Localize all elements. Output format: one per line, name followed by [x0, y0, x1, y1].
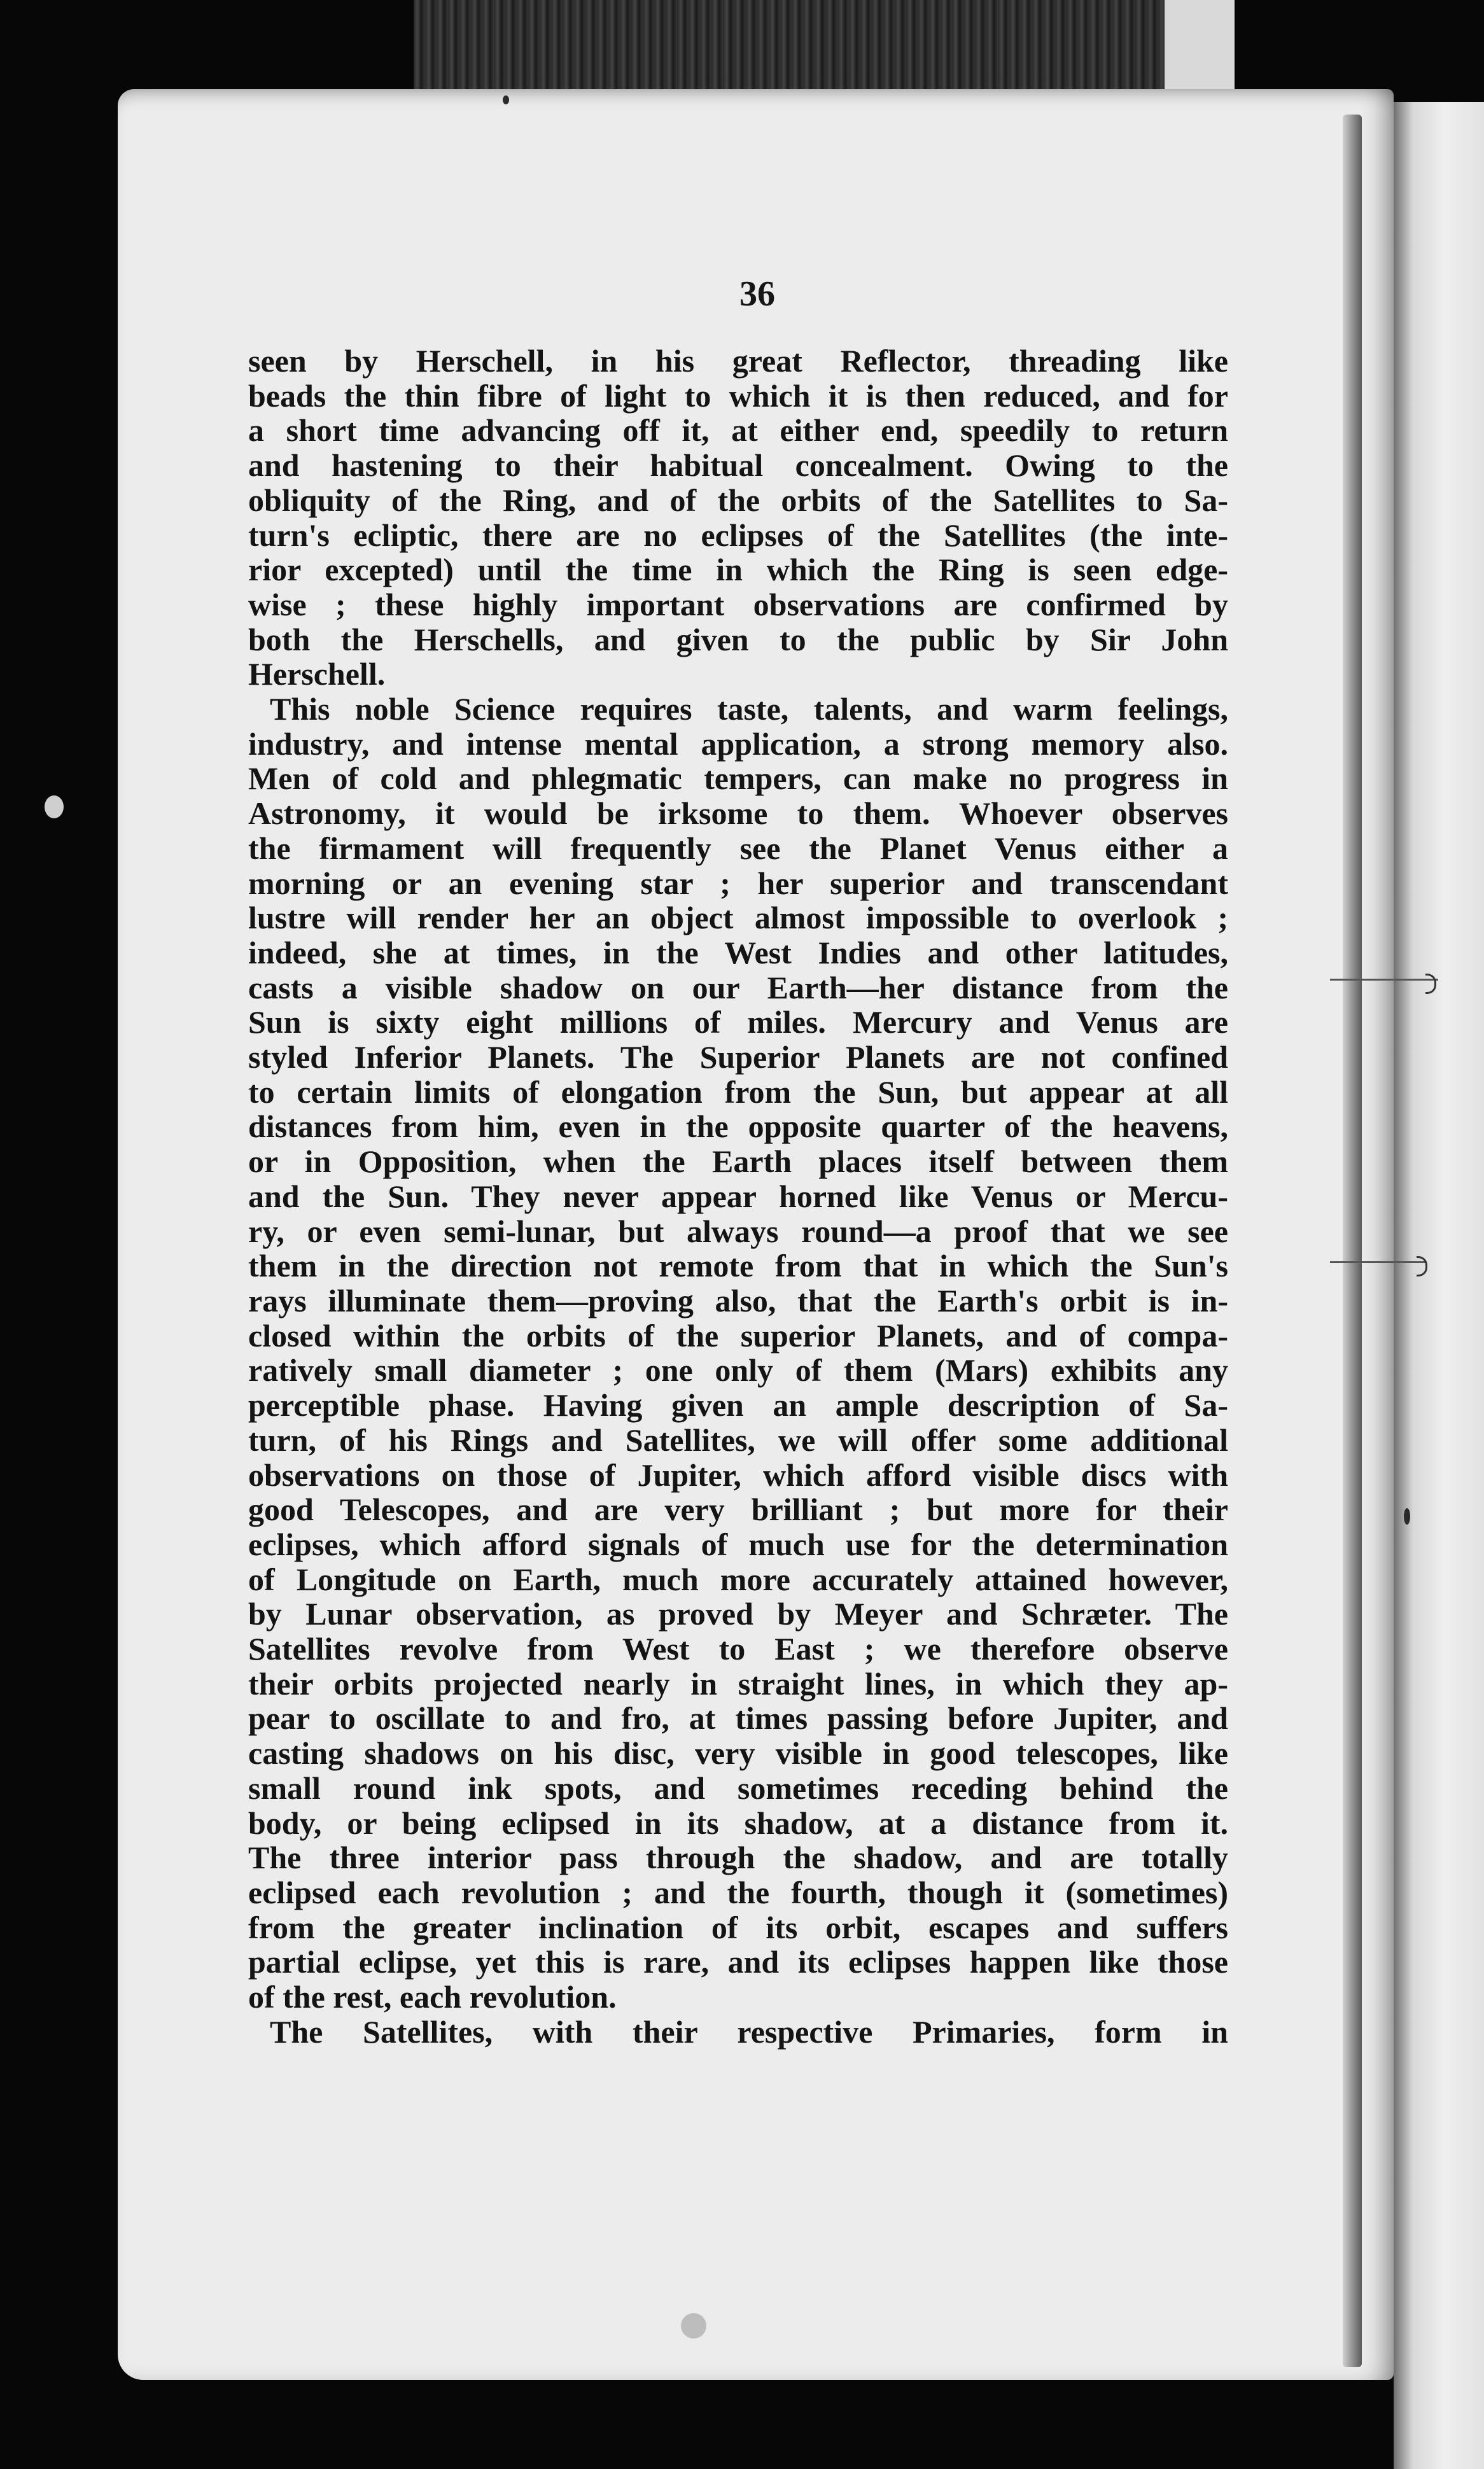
text-line: and the Sun. They never appear horned like Venus or Mercu- — [248, 1178, 1228, 1214]
text-line: beads the thin fibre of light to which it is then reduced, and for — [248, 377, 1228, 414]
text-line: This noble Science requires taste, talents, and warm feelings, — [270, 691, 1228, 727]
text-line: ry, or even semi-lunar, but always round—a proof that we see — [248, 1213, 1228, 1249]
text-line: turn's ecliptic, there are no eclipses of the Satellites (the inte- — [248, 517, 1228, 553]
text-line: perceptible phase. Having given an ample description of Sa- — [248, 1387, 1228, 1423]
text-line: from the greater inclination of its orbit, escapes and suffers — [248, 1909, 1228, 1945]
text-line: Herschell. — [248, 656, 386, 692]
text-line: obliquity of the Ring, and of the orbits of the Satellites to Sa- — [248, 482, 1228, 518]
text-line: pear to oscillate to and fro, at times passing before Jupiter, and — [248, 1700, 1228, 1737]
page-gutter-shadow — [1343, 115, 1362, 2367]
text-line: by Lunar observation, as proved by Meyer and Schræter. The — [248, 1596, 1228, 1632]
text-line: morning or an evening star ; her superior and transcendant — [248, 865, 1228, 901]
text-line: them in the direction not remote from that in which the Sun's — [248, 1248, 1228, 1284]
facing-page-edge — [1394, 102, 1484, 2469]
text-line: wise ; these highly important observations are confirmed by — [248, 586, 1228, 622]
text-line: both the Herschells, and given to the public by Sir John — [248, 621, 1228, 657]
text-line: their orbits projected nearly in straight lines, in which they ap- — [248, 1665, 1228, 1702]
text-line: and hastening to their habitual concealment. Owing to the — [248, 447, 1228, 484]
scan-speck — [1404, 1508, 1410, 1525]
text-line: the firmament will frequently see the Planet Venus either a — [248, 830, 1228, 866]
text-line: body, or being eclipsed in its shadow, at a distance from it. — [248, 1805, 1228, 1841]
text-line: rior excepted) until the time in which the Ring is seen edge- — [248, 552, 1228, 588]
text-line: of the rest, each revolution. — [248, 1979, 617, 2015]
text-line: The Satellites, with their respective Primaries, form in — [270, 2013, 1228, 2050]
scan-speck — [45, 795, 64, 818]
binding-edge — [1165, 0, 1235, 95]
text-line: partial eclipse, yet this is rare, and its eclipses happen like those — [248, 1944, 1228, 1980]
text-line: Sun is sixty eight millions of miles. Mercury and Venus are — [248, 1004, 1228, 1040]
binding-spine — [414, 0, 1165, 102]
text-line: lustre will render her an object almost impossible to overlook ; — [248, 900, 1228, 936]
text-line: casts a visible shadow on our Earth—her distance from the — [248, 969, 1228, 1005]
text-line: Men of cold and phlegmatic tempers, can make no progress in — [248, 760, 1228, 797]
text-line: eclipses, which afford signals of much use for the determination — [248, 1526, 1228, 1562]
text-line: rays illuminate them—proving also, that the Earth's orbit is in- — [248, 1282, 1228, 1318]
page-number: 36 — [739, 274, 775, 314]
text-line: observations on those of Jupiter, which afford visible discs with — [248, 1457, 1228, 1493]
text-line: of Longitude on Earth, much more accurately attained however, — [248, 1561, 1228, 1597]
text-line: a short time advancing off it, at either end, speedily to return — [248, 412, 1228, 449]
text-line: indeed, she at times, in the West Indies and other latitudes, — [248, 934, 1228, 970]
text-line: ratively small diameter ; one only of them (Mars) exhibits any — [248, 1352, 1228, 1388]
text-line: closed within the orbits of the superior Planets, and of compa- — [248, 1317, 1228, 1353]
page-body-text — [248, 344, 1228, 2049]
text-line: turn, of his Rings and Satellites, we will offer some additional — [248, 1422, 1228, 1458]
text-line: seen by Herschell, in his great Reflector, threading like — [248, 343, 1228, 379]
text-line: styled Inferior Planets. The Superior Planets are not confined — [248, 1039, 1228, 1075]
text-line: Satellites revolve from West to East ; we therefore observe — [248, 1631, 1228, 1667]
binding-thread — [1330, 1261, 1425, 1263]
text-line: casting shadows on his disc, very visible in good telescopes, like — [248, 1735, 1228, 1772]
text-line: good Telescopes, and are very brilliant ; but more for their — [248, 1492, 1228, 1528]
text-line: distances from him, even in the opposite quarter of the heavens, — [248, 1109, 1228, 1145]
text-line: or in Opposition, when the Earth places itself between them — [248, 1144, 1228, 1180]
text-line: industry, and intense mental application, a strong memory also. — [248, 725, 1228, 762]
text-line: small round ink spots, and sometimes receding behind the — [248, 1770, 1228, 1806]
scan-speck — [681, 2313, 706, 2339]
scan-speck — [503, 95, 509, 104]
text-line: eclipsed each revolution ; and the fourth, though it (sometimes) — [248, 1874, 1228, 1910]
text-line: Astronomy, it would be irksome to them. Whoever observes — [248, 795, 1228, 832]
text-line: to certain limits of elongation from the Sun, but appear at all — [248, 1074, 1228, 1110]
text-line: The three interior pass through the shadow, and are totally — [248, 1840, 1228, 1876]
binding-thread — [1330, 979, 1438, 981]
